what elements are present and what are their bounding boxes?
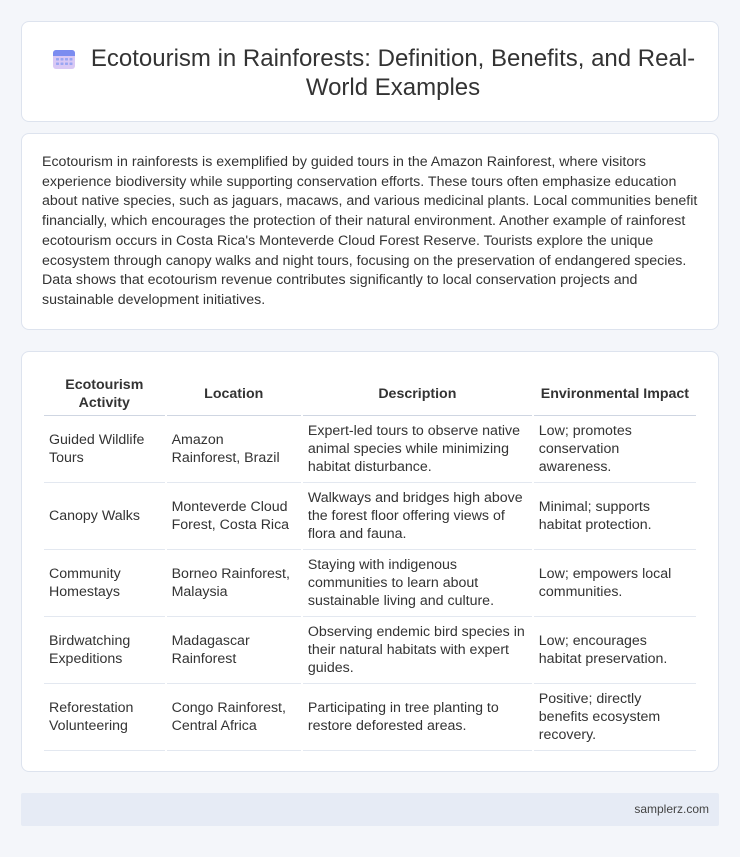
cell-impact: Low; encourages habitat preservation. <box>534 617 696 684</box>
footer-site-link[interactable]: samplerz.com <box>634 802 709 816</box>
table-card <box>21 351 719 772</box>
table-row <box>44 483 696 550</box>
cell-impact: Minimal; supports habitat protection. <box>534 483 696 550</box>
ecotourism-table <box>42 372 698 751</box>
title-card <box>21 21 719 122</box>
cell-location: Amazon Rainforest, Brazil <box>167 416 301 483</box>
table-row <box>44 550 696 617</box>
cell-activity: Reforestation Volunteering <box>44 684 165 751</box>
footer-bar <box>21 793 719 826</box>
cell-location: Borneo Rainforest, Malaysia <box>167 550 301 617</box>
cell-activity: Birdwatching Expeditions <box>44 617 165 684</box>
header-activity: Ecotourism Activity <box>44 372 165 416</box>
cell-description: Staying with indigenous communities to learn about sustainable living and culture. <box>303 550 532 617</box>
cell-description: Observing endemic bird species in their natural habitats with expert guides. <box>303 617 532 684</box>
cell-description: Walkways and bridges high above the forest floor offering views of flora and fauna. <box>303 483 532 550</box>
header-description: Description <box>303 372 532 416</box>
table-row <box>44 684 696 751</box>
cell-description: Participating in tree planting to restore deforested areas. <box>303 684 532 751</box>
cell-activity: Canopy Walks <box>44 483 165 550</box>
cell-impact: Low; promotes conservation awareness. <box>534 416 696 483</box>
cell-activity: Guided Wildlife Tours <box>44 416 165 483</box>
cell-impact: Positive; directly benefits ecosystem recovery. <box>534 684 696 751</box>
cell-location: Madagascar Rainforest <box>167 617 301 684</box>
intro-paragraph: Ecotourism in rainforests is exemplified by guided tours in the Amazon Rainforest, where visitors experience biodiversity while supporting conservation efforts. These tours often emphasize education about native species, such as jaguars, macaws, and various medicinal plants. Local communities benefit financially, which encourages the protection of their natural environment. Another example of rainforest ecotourism occurs in Costa Rica's Monteverde Cloud Forest Reserve. Tourists explore the unique ecosystem through canopy walks and night tours, focusing on the preservation of endangered species. Data shows that ecotourism revenue contributes significantly to local conservation projects and sustainable development initiatives. <box>42 154 698 308</box>
cell-location: Monteverde Cloud Forest, Costa Rica <box>167 483 301 550</box>
header-location: Location <box>167 372 301 416</box>
cell-activity: Community Homestays <box>44 550 165 617</box>
table-row <box>44 416 696 483</box>
table-header-row <box>44 372 696 416</box>
header-impact: Environmental Impact <box>534 372 696 416</box>
table-row <box>44 617 696 684</box>
cell-location: Congo Rainforest, Central Africa <box>167 684 301 751</box>
cell-impact: Low; empowers local communities. <box>534 550 696 617</box>
cell-description: Expert-led tours to observe native animal species while minimizing habitat disturbance. <box>303 416 532 483</box>
intro-card <box>21 133 719 330</box>
page-title: Ecotourism in Rainforests: Definition, Benefits, and Real-World Examples <box>90 45 696 101</box>
